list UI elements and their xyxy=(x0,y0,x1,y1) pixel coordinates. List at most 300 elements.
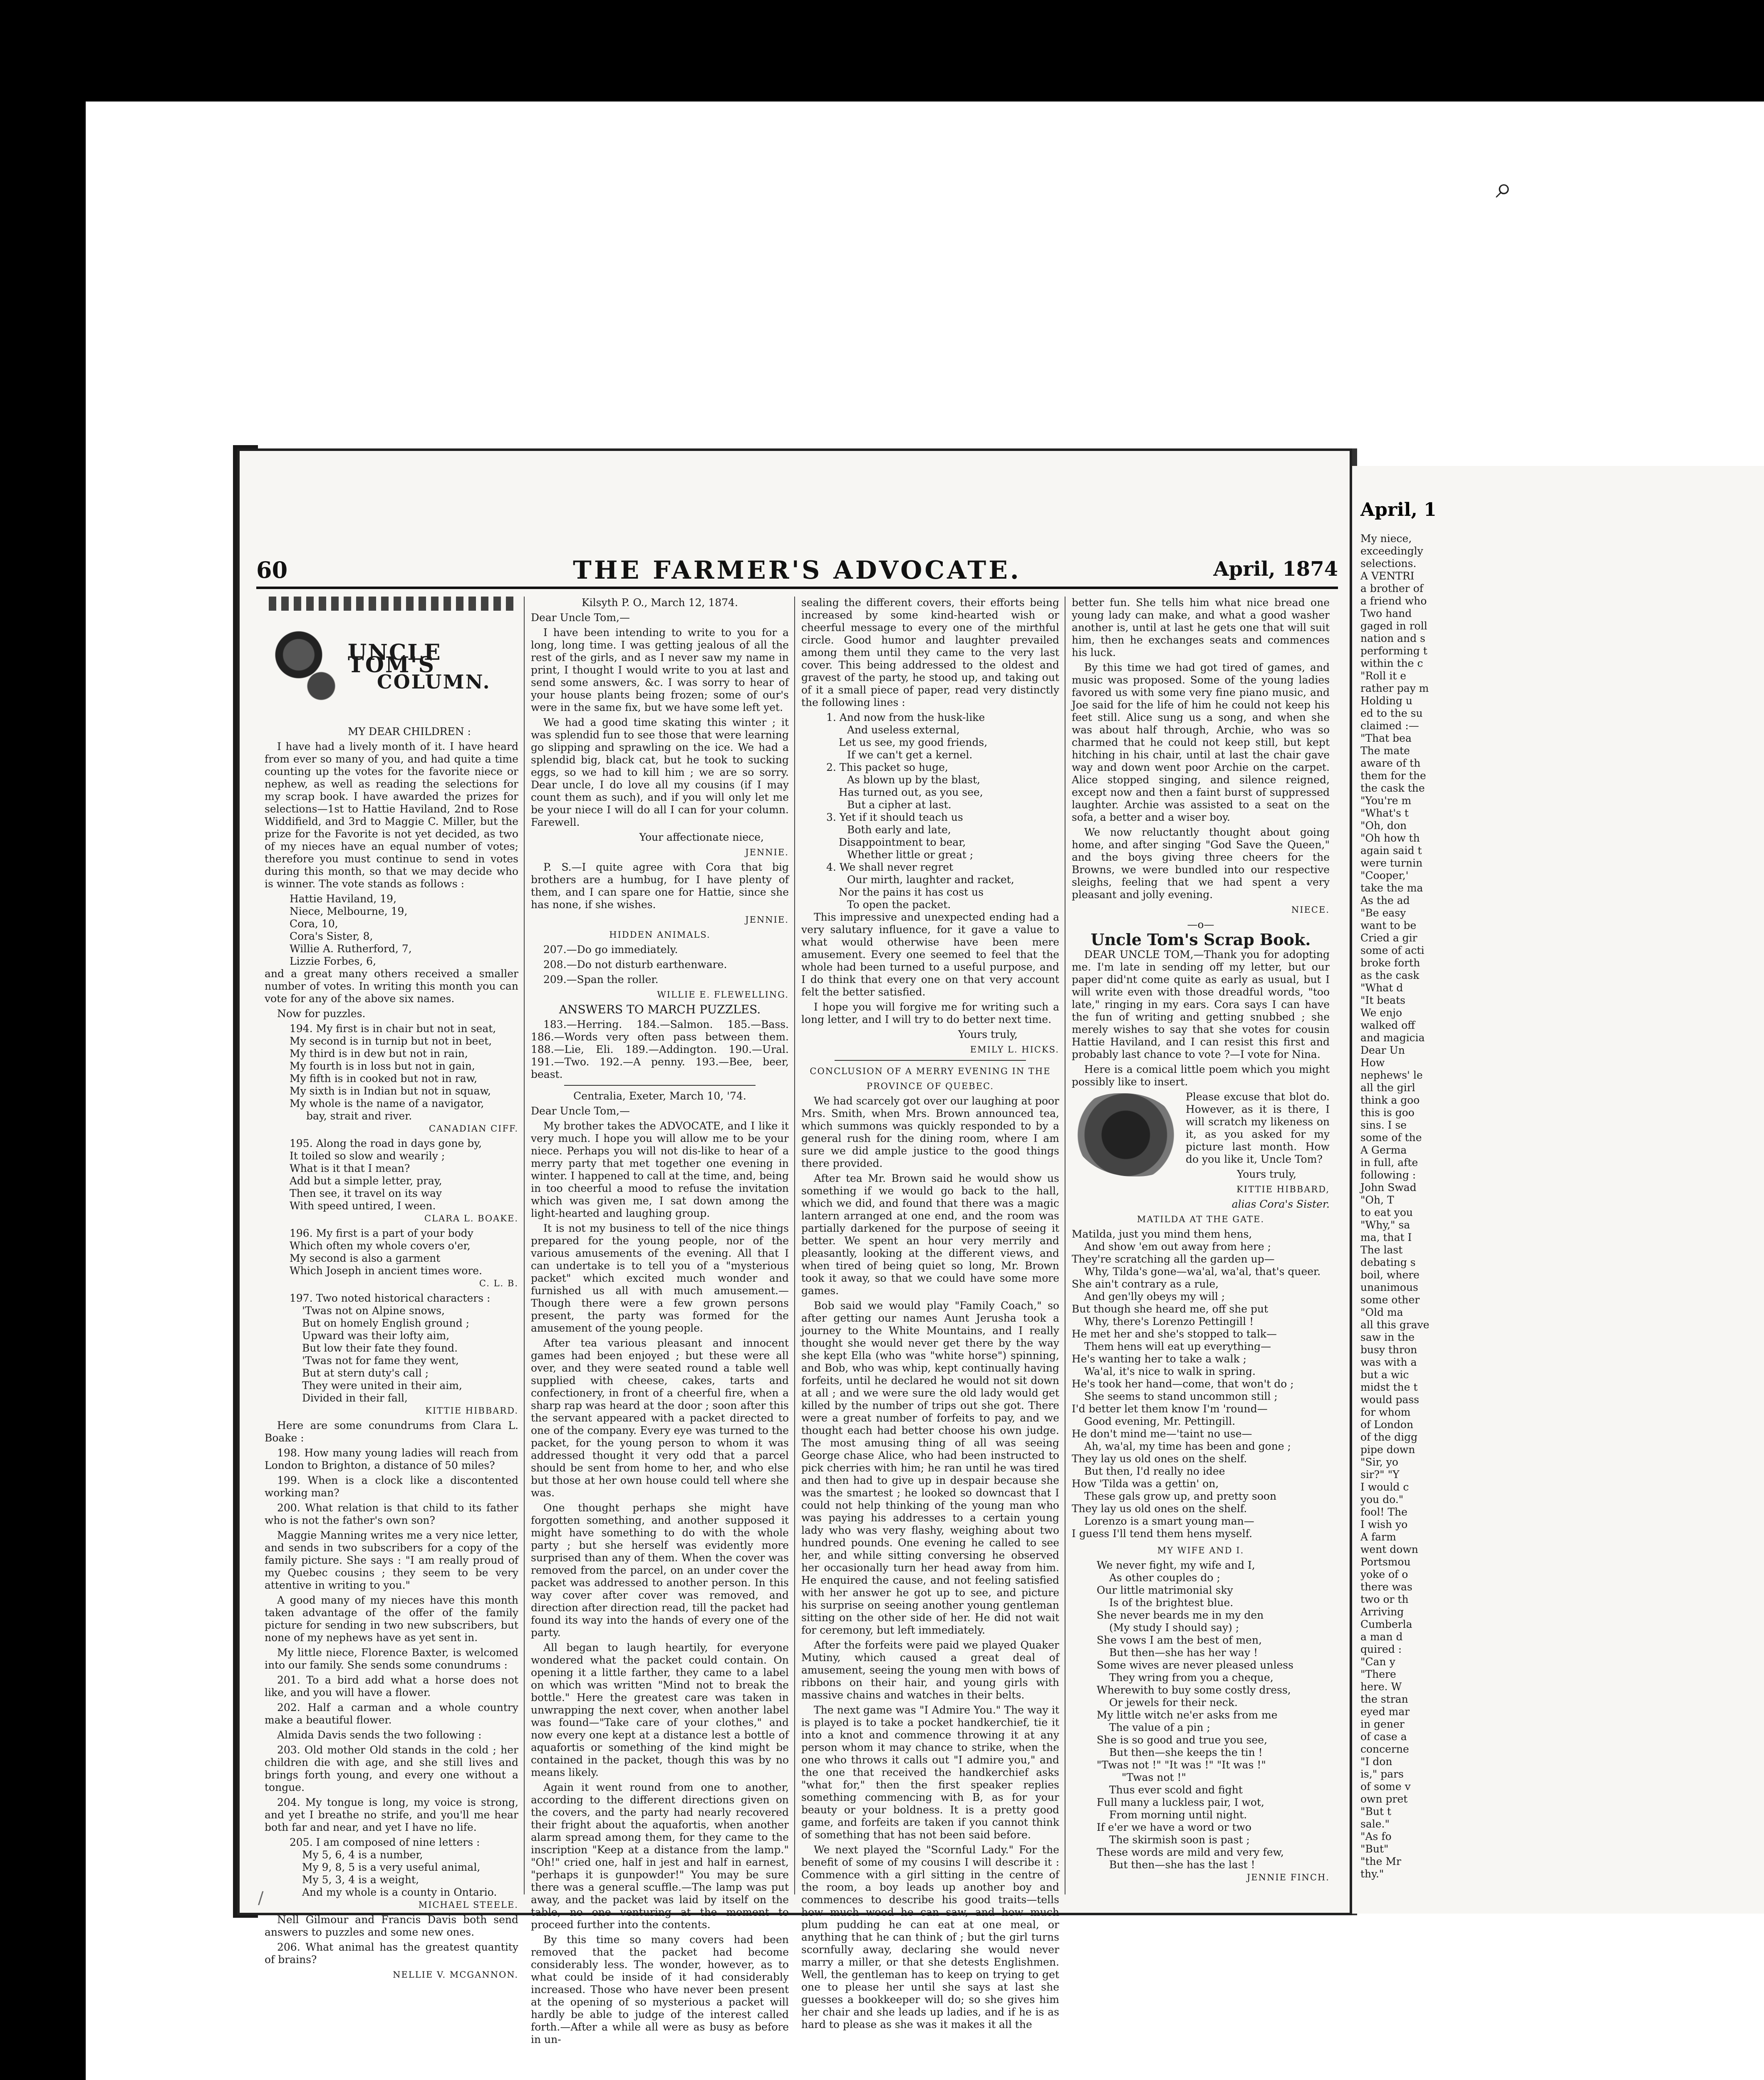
paragraph: We next played the "Scornful Lady." For the benefit of some of my cousins I will describe it : Commence with a girl sitting in the centre of the room, a boy leads up another boy and commences to describe his good traits—tells how much wood he can saw, and how much plum pudding he can eat at one meal, or anything that he can think of ; but the girl turns scornfully away, declaring she would never marry a miller, or that she detests Englishmen. Well, the gentleman has to keep on trying to get one to please her until she says at last she guesses a bookkeeper will do; so she gives him her chair and she leads up ladies, and if he is as hard to please as she was it makes it all the xyxy=(801,1844,1059,2030)
paragraph: By this time we had got tired of games, and music was proposed. Some of the young ladies favored us with some very fine piano music, and Joe said for the life of him he could not keep his feet still. Alice sung us a song, and when she was about half through, Archie, who was so charmed that he could not keep still, but kept hitching in his chair, until at last the chair gave way and down went poor Archie on the carpet. Alice stopped singing, and silence reigned, except now and then a faint burst of suppressed laughter. Archie was assisted to a seat on the sofa, a better and a wiser boy. xyxy=(1072,661,1330,823)
verse-line: How 'Tilda was a gettin' on, xyxy=(1072,1478,1219,1490)
verse-line: He met her and she's stopped to talk— xyxy=(1072,1328,1277,1340)
facing-page-line: performing t xyxy=(1360,645,1427,657)
facing-page-line: My niece, xyxy=(1360,532,1412,545)
verse-line: And my whole is a county in Ontario. xyxy=(302,1886,497,1898)
puzzle-line: 207.—Do go immediately. xyxy=(543,943,678,956)
facing-page-line: thy." xyxy=(1360,1868,1384,1880)
verse-line: Upward was their lofty aim, xyxy=(302,1330,450,1342)
facing-page-line: as the cask xyxy=(1360,969,1420,981)
facing-page-line: "What d xyxy=(1360,982,1403,994)
column-rule xyxy=(794,597,795,1894)
signature: NIECE. xyxy=(1291,905,1330,915)
facing-page-line: "That bea xyxy=(1360,732,1412,744)
verse-line: Lorenzo is a smart young man— xyxy=(1084,1515,1254,1527)
facing-page-line: some of the xyxy=(1360,1132,1422,1144)
facing-page-line: Dear Un xyxy=(1360,1044,1405,1056)
page-number: 60 xyxy=(256,557,288,583)
facing-page-line: is," pars xyxy=(1360,1768,1404,1780)
facing-page-line: yoke of o xyxy=(1360,1568,1408,1580)
paragraph: Bob said we would play "Family Coach," so after getting our names Aunt Jerusha took a journey to the White Mountains, and I really thought she would never get there by the way she kept Ella (who was "white horse") spinning, and Bob, who was whip, kept continually having forfeits, until he declared he would not sit down at all ; and we were sure the old lady would get killed by the number of trips out she got. There were a great number of forfeits to pay, and we thought each had better choose his own judge. The most amusing thing of all was seeing George chase Alice, who had been instructed to pick cherries with him; he ran until he was tired and then had to give up in despair because she was the smartest ; he looked so downcast that I could not help thinking of the young man who was paying his addresses to a certain young lady who was very flashy, weighing about two hundred pounds. One evening he called to see her, and while sitting conversing he observed her occasionally turn her head away from him. He enquired the cause, and not feeling satisfied with her answer he got up to see, and picture his surprise on seeing another young gentleman sitting on the other side of her. He did not wait for ceremony, but left immediately. xyxy=(801,1300,1059,1636)
vote-item: Niece, Melbourne, 19, xyxy=(290,905,408,917)
verse-line: What is it that I mean? xyxy=(290,1162,410,1174)
verse-line: And show 'em out away from here ; xyxy=(1084,1241,1271,1253)
verse-line: These words are mild and very few, xyxy=(1097,1846,1284,1858)
verse-line: Both early and late, xyxy=(847,824,951,836)
verse-line: 2. This packet so huge, xyxy=(826,761,948,773)
facing-page-line: rather pay m xyxy=(1360,682,1429,694)
conundrum: 206. What animal has the greatest quantity of brains? xyxy=(265,1941,518,1966)
facing-page-line: pipe down xyxy=(1360,1444,1415,1456)
facing-page-line: a brother of xyxy=(1360,582,1424,594)
verse-line: They lay us old ones on the shelf. xyxy=(1072,1503,1247,1515)
newspaper-page xyxy=(237,448,1352,2045)
facing-page-line: Cried a gir xyxy=(1360,932,1417,944)
verse-line: But then—she has the last ! xyxy=(1109,1859,1255,1871)
verse-line: But then, I'd really no idee xyxy=(1084,1465,1225,1477)
verse-line: As blown up by the blast, xyxy=(847,774,981,786)
puzzle-196 xyxy=(265,1227,518,1277)
facing-page-line: "As fo xyxy=(1360,1830,1392,1842)
puzzle-205 xyxy=(265,1836,518,1899)
divider: —o— xyxy=(1187,919,1214,931)
signature: JENNIE. xyxy=(745,847,789,857)
facing-page-line: own pret xyxy=(1360,1793,1408,1805)
facing-page-line: Arriving xyxy=(1360,1606,1404,1618)
facing-page-line: fool! The xyxy=(1360,1506,1407,1518)
column-title: UNCLE TOM'S xyxy=(348,640,442,678)
verse-line: But then—she has her way ! xyxy=(1109,1647,1258,1659)
facing-page-line: "There xyxy=(1360,1668,1396,1680)
vote-item: Cora's Sister, 8, xyxy=(290,930,373,942)
verse-line: I'd better let them know I'm 'round— xyxy=(1072,1403,1268,1415)
facing-page-line: A Germa xyxy=(1360,1144,1407,1156)
conundrum: 203. Old mother Old stands in the cold ; her children die with age, and she still lives and brings forth young, and every one without a tongue. xyxy=(265,1744,518,1793)
facing-page-line: The mate xyxy=(1360,745,1410,757)
facing-page-line: "Can y xyxy=(1360,1656,1395,1668)
facing-page-header: April, 1 xyxy=(1360,499,1437,520)
facing-page-line: Cumberla xyxy=(1360,1618,1412,1630)
poem-title: MY WIFE AND I. xyxy=(1157,1545,1244,1555)
section-subheading: PROVINCE OF QUEBEC. xyxy=(866,1081,994,1091)
facing-page-line: sins. I se xyxy=(1360,1119,1407,1131)
facing-page-line: was with a xyxy=(1360,1356,1417,1368)
page-header xyxy=(256,551,1338,584)
facing-page xyxy=(1352,466,1764,1914)
signature: KITTIE HIBBARD, xyxy=(1236,1184,1330,1194)
verse-line: 196. My first is a part of your body xyxy=(290,1227,473,1239)
closing: Yours truly, xyxy=(1236,1168,1296,1180)
blot-note: Please excuse that blot do. However, as it is there, I will scratch my likeness on it, as you asked for my picture last month. How do you like it, Uncle Tom? xyxy=(1186,1091,1330,1165)
verse-line: She never beards me in my den xyxy=(1097,1609,1264,1621)
facing-page-column xyxy=(1360,532,1760,1880)
conundrum: 200. What relation is that child to its father who is not the father's own son? xyxy=(265,1502,518,1526)
verse-line: And gen'lly obeys my will ; xyxy=(1084,1290,1225,1302)
divider xyxy=(564,1085,756,1086)
verse-line: Divided in their fall, xyxy=(302,1392,408,1404)
facing-page-line: within the c xyxy=(1360,657,1423,669)
signature: C. L. B. xyxy=(479,1278,518,1288)
paragraph: The next game was "I Admire You." The way it is played is to take a pocket handkerchief, tie it into a knot and commence throwing it at any person whom it may chance to strike, when the one who throws it calls out "I admire you," and the one that received the handkerchief asks "what for," then the first speaker replies something commencing with B, as for your beauty or your boldness. It is a pretty good game, and forfeits are taken if you cannot think of something that has not been said before. xyxy=(801,1704,1059,1841)
verse-line: 195. Along the road in days gone by, xyxy=(290,1137,482,1149)
paragraph: After tea Mr. Brown said he would show us something if we would go back to the hall, which we did, and found that there was a magic lantern arranged at one end, and the room was partially darkened for the purpose of seeing it better. We spent an hour very merrily and pleasantly, looking at the different views, and when tired of being quiet so long, Mr. Brown took it away, so that we could have some more games. xyxy=(801,1172,1059,1297)
verse-line: But a cipher at last. xyxy=(847,799,951,811)
poem-title: MATILDA AT THE GATE. xyxy=(1137,1214,1265,1224)
facing-page-line: John Swad xyxy=(1360,1181,1417,1194)
verse-line: Add but a simple letter, pray, xyxy=(290,1175,442,1187)
facing-page-line: "What's t xyxy=(1360,807,1409,819)
facing-page-line: a man d xyxy=(1360,1631,1403,1643)
signature: CLARA L. BOAKE. xyxy=(424,1213,518,1223)
verse-line: Thus ever scold and fight xyxy=(1109,1784,1243,1796)
conundrum: 199. When is a clock like a discontented working man? xyxy=(265,1474,518,1499)
verse-line: Full many a luckless pair, I wot, xyxy=(1097,1796,1264,1808)
paragraph: All began to laugh heartily, for everyone wondered what the packet could contain. On opening it a little farther, they came to a label on which was written "Mind not to break the bottle." Here the greatest care was taken in unwrapping the next cover, when another label was found—"Take care of your clothes," and now every one kept at a distance lest a bottle of aquafortis or something of the kind might be contained in the packet, though this was by no means likely. xyxy=(531,1642,789,1778)
facing-page-line: busy thron xyxy=(1360,1344,1417,1356)
signature: KITTIE HIBBARD. xyxy=(425,1406,518,1416)
facing-page-line: sir?" "Y xyxy=(1360,1468,1400,1481)
verse-line: 3. Yet if it should teach us xyxy=(826,811,963,823)
facing-page-line: As the ad xyxy=(1360,894,1410,906)
facing-page-line: "Sir, yo xyxy=(1360,1456,1398,1468)
facing-page-line: following : xyxy=(1360,1169,1416,1181)
facing-page-line: ed to the su xyxy=(1360,707,1423,719)
paragraph: Here are some conundrums from Clara L. Boake : xyxy=(265,1419,518,1444)
verse-line: 1. And now from the husk-like xyxy=(826,711,985,723)
facing-page-line: for whom xyxy=(1360,1406,1411,1418)
facing-page-line: concerne xyxy=(1360,1743,1409,1755)
signature: JENNIE. xyxy=(745,915,789,925)
facing-page-line: I would c xyxy=(1360,1481,1409,1493)
column-4 xyxy=(1072,597,1330,1907)
paragraph: Here is a comical little poem which you might possibly like to insert. xyxy=(1072,1063,1330,1088)
verse-line: Which often my whole covers o'er, xyxy=(290,1240,471,1252)
facing-page-line: A VENTRI xyxy=(1360,570,1415,582)
verse-line: "Twas not !" xyxy=(1122,1771,1187,1783)
postscript: P. S.—I quite agree with Cora that big brothers are a humbug, for I have plenty of them, and I can spare one for Hattie, since she has none, if she wishes. xyxy=(531,861,789,911)
paragraph: Almida Davis sends the two following : xyxy=(277,1729,482,1741)
verse-line: If e'er we have a word or two xyxy=(1097,1821,1252,1833)
facing-page-line: think a goo xyxy=(1360,1094,1420,1106)
verse-line: My fifth is in cooked but not in raw, xyxy=(290,1072,478,1085)
facing-page-line: some other xyxy=(1360,1294,1420,1306)
verse-line: He's wanting her to take a walk ; xyxy=(1072,1353,1247,1365)
vote-item: Willie A. Rutherford, 7, xyxy=(290,943,412,955)
verse-line: My 9, 8, 5 is a very useful animal, xyxy=(302,1861,481,1873)
conundrum: 204. My tongue is long, my voice is strong, and yet I breathe no strife, and you'll me hear both far and near, and yet I have no life. xyxy=(265,1796,518,1833)
facing-page-line: claimed :— xyxy=(1360,720,1419,732)
header-rule xyxy=(256,587,1338,589)
facing-page-line: this is goo xyxy=(1360,1107,1415,1119)
column-1 xyxy=(265,597,518,1980)
verse-line: Some wives are never pleased unless xyxy=(1097,1659,1293,1671)
facing-page-line: unanimous xyxy=(1360,1281,1418,1293)
paragraph: I hope you will forgive me for writing such a long letter, and I will try to do better next time. xyxy=(801,1001,1059,1025)
facing-page-line: We enjo xyxy=(1360,1007,1402,1019)
facing-page-line: were turnin xyxy=(1360,857,1423,869)
facing-page-line: gaged in roll xyxy=(1360,620,1427,632)
paragraph: sealing the different covers, their efforts being increased by some kind-hearted wish or cheerful message to every one of the mirthful circle. Good humor and laughter prevailed among them until they came to the very last cover. This being addressed to the oldest and gravest of the party, he stood up, and taking out of it a small piece of paper, read very distinctly the following lines : xyxy=(801,597,1059,708)
puzzle-197 xyxy=(265,1292,518,1404)
decorated-initial xyxy=(269,613,344,717)
facing-page-line: broke forth xyxy=(1360,957,1420,969)
facing-page-line: again said t xyxy=(1360,844,1422,857)
facing-page-line: would pass xyxy=(1360,1394,1420,1406)
facing-page-line: quired : xyxy=(1360,1643,1402,1655)
signature: WILLIE E. FLEWELLING. xyxy=(657,990,789,1000)
verse-line: Or jewels for their neck. xyxy=(1109,1696,1238,1709)
paragraph: After tea various pleasant and innocent games had been enjoyed ; but these were all over, and they were seated round a table well supplied with cheese, cakes, tarts and confectionery, in front of a cheerful fire, when a sharp rap was heard at the door ; soon after this the servant appeared with a packet directed to one of the company. Every eye was turned to the packet, for the young person to whom it was addressed thought it very odd that a parcel should be sent from home to her, and who else but those at her own house could tell where she was. xyxy=(531,1337,789,1499)
verse-line: As other couples do ; xyxy=(1109,1572,1220,1584)
facing-page-line: "You're m xyxy=(1360,795,1412,807)
facing-page-line: "Oh how th xyxy=(1360,832,1420,844)
verse-line: Them hens will eat up everything— xyxy=(1084,1340,1271,1352)
signature: MICHAEL STEELE. xyxy=(418,1900,518,1910)
column-3 xyxy=(801,597,1059,2030)
verse-line: Our mirth, laughter and racket, xyxy=(847,874,1014,886)
facing-page-line: The last xyxy=(1360,1244,1403,1256)
facing-page-line: take the ma xyxy=(1360,882,1423,894)
verse-line: Then see, it travel on its way xyxy=(290,1187,442,1199)
verse-line: And useless external, xyxy=(847,724,960,736)
puzzle-line: 209.—Span the roller. xyxy=(543,973,659,986)
conundrum: 201. To a bird add what a horse does not like, and you will have a flower. xyxy=(265,1674,518,1699)
facing-page-line: walked off xyxy=(1360,1019,1415,1031)
facing-page-line: of some v xyxy=(1360,1780,1411,1793)
facing-page-line: I wish yo xyxy=(1360,1518,1408,1530)
facing-page-line: want to be xyxy=(1360,919,1417,931)
verse-line: If we can't get a kernel. xyxy=(847,749,973,761)
verse-line: Which Joseph in ancient times wore. xyxy=(290,1265,482,1277)
facing-page-line: them for the xyxy=(1360,770,1426,782)
facing-page-line: a friend who xyxy=(1360,595,1427,607)
verse-line: The value of a pin ; xyxy=(1109,1721,1210,1733)
salutation: MY DEAR CHILDREN : xyxy=(348,726,471,738)
facing-page-line: to eat you xyxy=(1360,1206,1413,1218)
section-heading: HIDDEN ANIMALS. xyxy=(609,930,711,940)
dateline: Kilsyth P. O., March 12, 1874. xyxy=(581,597,738,609)
facing-page-line: "the Mr xyxy=(1360,1855,1401,1867)
scrapbook-heading: Uncle Tom's Scrap Book. xyxy=(1090,930,1311,949)
paragraph: A good many of my nieces have this month taken advantage of the offer of the family picture for sending in two new subscribers, but none of my nephews have as yet sent in. xyxy=(265,1594,518,1644)
conundrum: 202. Half a carman and a whole country make a beautiful flower. xyxy=(265,1701,518,1726)
facing-page-line: in full, afte xyxy=(1360,1156,1418,1169)
puzzle-line: 208.—Do not disturb earthenware. xyxy=(543,958,727,971)
dateline: Centralia, Exeter, March 10, '74. xyxy=(573,1090,746,1102)
facing-page-line: sale." xyxy=(1360,1818,1390,1830)
paragraph: One thought perhaps she might have forgotten something, and another supposed it might have something to do with the whole party ; but she herself was evidently more surprised than any of them. When the cover was removed from the parcel, on an under cover the packet was addressed to another person. In this way cover after cover was removed, and direction after direction read, till the packet had found its way into the hands of every one of the party. xyxy=(531,1502,789,1639)
paragraph: My little niece, Florence Baxter, is welcomed into our family. She sends some conundrums : xyxy=(265,1647,518,1671)
verse-line: My whole is the name of a navigator, xyxy=(290,1097,484,1109)
puzzle-194 xyxy=(265,1023,518,1122)
facing-page-line: Holding u xyxy=(1360,695,1412,707)
facing-page-line: "Oh, don xyxy=(1360,820,1407,832)
verse-line: To open the packet. xyxy=(847,899,951,911)
vote-item: Hattie Haviland, 19, xyxy=(290,893,397,905)
verse-line: My little witch ne'er asks from me xyxy=(1097,1709,1278,1721)
verse-line: Ah, wa'al, my time has been and gone ; xyxy=(1084,1440,1291,1452)
facing-page-line: you do." xyxy=(1360,1493,1404,1506)
paragraph: and a great many others received a smaller number of votes. In writing this month you can vote for any of the above six names. xyxy=(265,968,518,1005)
facing-page-line: "But" xyxy=(1360,1843,1389,1855)
verse-line: "Twas not !" "It was !" "It was !" xyxy=(1097,1759,1266,1771)
vote-list xyxy=(265,893,518,968)
verse-line: The skirmish soon is past ; xyxy=(1109,1834,1250,1846)
column-title-ornament xyxy=(265,597,518,721)
facing-page-line: of case a xyxy=(1360,1731,1407,1743)
signature: NELLIE V. MCGANNON. xyxy=(393,1970,518,1980)
paragraph: I have had a lively month of it. I have heard from ever so many of you, and had quite a time counting up the votes for the favorite niece or nephew, as well as reading the selections for my scrap book. I have awarded the prizes for selections—1st to Hattie Haviland, 2nd to Rose Widdifield, and 3rd to Maggie C. Miller, but the prize for the Favorite is not yet decided, as two of my nieces have an equal number of votes; therefore you must continue to send in votes during this month, so that we may decide who is winner. The vote stands as follows : xyxy=(265,740,518,890)
facing-page-line: "Old ma xyxy=(1360,1306,1403,1318)
ink-blot-section xyxy=(1072,1091,1330,1211)
verse-line: But on homely English ground ; xyxy=(302,1317,470,1329)
facing-page-line: all the girl xyxy=(1360,1082,1415,1094)
facing-page-line: midst the t xyxy=(1360,1381,1418,1393)
verse-line: Has turned out, as you see, xyxy=(839,786,983,798)
signature-alias: alias Cora's Sister. xyxy=(1231,1198,1330,1210)
verse-line: She seems to stand uncommon still ; xyxy=(1084,1390,1278,1402)
facing-page-line: and magicia xyxy=(1360,1032,1425,1044)
paragraph: Now for puzzles. xyxy=(277,1008,366,1020)
verse-line: Wa'al, it's nice to walk in spring. xyxy=(1084,1365,1256,1377)
masthead: THE FARMER'S ADVOCATE. xyxy=(573,556,1021,585)
verse-line: Is of the brightest blue. xyxy=(1109,1597,1234,1609)
paragraph: We had scarcely got over our laughing at poor Mrs. Smith, when Mrs. Brown announced tea, which summons was quickly responded to by a general rush for the dining room, where I am sure we did ample justice to the good things there provided. xyxy=(801,1095,1059,1169)
facing-page-line: exceedingly xyxy=(1360,545,1423,557)
facing-page-line: How xyxy=(1360,1057,1385,1069)
verse-line: They wring from you a cheque, xyxy=(1109,1671,1273,1684)
verse-line: These gals grow up, and pretty soon xyxy=(1084,1490,1277,1502)
margin-mark: ⌕ xyxy=(1496,171,1512,205)
verse-line: Nor the pains it has cost us xyxy=(839,886,984,898)
verse-line: From morning until night. xyxy=(1109,1809,1247,1821)
packet-poem xyxy=(801,711,1059,911)
facing-page-line: of the digg xyxy=(1360,1431,1418,1443)
verse-line: Disappointment to bear, xyxy=(839,836,966,848)
verse-line: They're scratching all the garden up— xyxy=(1072,1253,1275,1265)
verse-line: She vows I am the best of men, xyxy=(1097,1634,1262,1646)
verse-line: My third is in dew but not in rain, xyxy=(290,1047,468,1060)
verse-line: bay, strait and river. xyxy=(306,1110,412,1122)
verse-line: With speed untired, I ween. xyxy=(290,1200,436,1212)
verse-line: Wherewith to buy some costly dress, xyxy=(1097,1684,1291,1696)
greeting: Dear Uncle Tom,— xyxy=(531,1105,630,1117)
facing-page-line: Portsmou xyxy=(1360,1556,1411,1568)
verse-line: 197. Two noted historical characters : xyxy=(290,1292,491,1304)
column-rule xyxy=(524,597,525,1894)
verse-line: Matilda, just you mind them hens, xyxy=(1072,1228,1252,1240)
verse-line: 'Twas not for fame they went, xyxy=(302,1354,459,1367)
facing-page-line: "Oh, T xyxy=(1360,1194,1394,1206)
column-2 xyxy=(531,597,789,2045)
verse-line: 205. I am composed of nine letters : xyxy=(290,1836,480,1848)
verse-line: She is so good and true you see, xyxy=(1097,1734,1268,1746)
poem-my-wife-and-i xyxy=(1072,1559,1330,1871)
facing-page-line: boil, where xyxy=(1360,1269,1420,1281)
verse-line: My fourth is in loss but not in gain, xyxy=(290,1060,475,1072)
verse-line: Whether little or great ; xyxy=(847,849,974,861)
verse-line: He don't mind me—'taint no use— xyxy=(1072,1428,1252,1440)
facing-page-line: ma, that I xyxy=(1360,1231,1412,1243)
section-heading: CONCLUSION OF A MERRY EVENING IN THE xyxy=(810,1066,1051,1076)
verse-line: 4. We shall never regret xyxy=(826,861,954,873)
verse-line: It toiled so slow and wearily ; xyxy=(290,1150,445,1162)
verse-line: I guess I'll tend them hens myself. xyxy=(1072,1528,1253,1540)
verse-line: We never fight, my wife and I, xyxy=(1097,1559,1255,1571)
facing-page-line: "Be easy xyxy=(1360,907,1406,919)
vote-item: Cora, 10, xyxy=(290,918,338,930)
verse-line: My 5, 6, 4 is a number, xyxy=(302,1849,423,1861)
paragraph: By this time so many covers had been removed that the packet had become considerably less. The wonder, however, as to what could be inside of it had considerably increased. Those who have never been present at the opening of so mysterious a packet will hardly be able to judge of the interest called forth.—After a while all were as busy as before in un- xyxy=(531,1934,789,2045)
paragraph: My brother takes the ADVOCATE, and I like it very much. I hope you will allow me to be your niece. Perhaps you will not dis-like to hear of a merry party that met together one evening in winter. I happened to call at the time, and, being in too cheerful a mood to refuse the invitation which was given me, I sat down among the light-hearted and laughing group. xyxy=(531,1120,789,1219)
verse-line: Why, there's Lorenzo Pettingill ! xyxy=(1084,1315,1254,1327)
paragraph: It is not my business to tell of the nice things prepared for the young people, nor of the various amusements of the evening. All that I can undertake is to tell you of a "mysterious packet" which excited much wonder and furnished us all with much amusement.—Though there were a few grown persons present, the party was formed for the amusement of the young people. xyxy=(531,1222,789,1334)
verse-line: But though she heard me, off she put xyxy=(1072,1303,1268,1315)
facing-page-line: "But t xyxy=(1360,1805,1392,1818)
facing-page-line: nation and s xyxy=(1360,632,1425,644)
column-subtitle: COLUMN. xyxy=(377,671,491,693)
verse-line: Let us see, my good friends, xyxy=(839,736,988,748)
pencil-mark: / xyxy=(258,1889,264,1908)
facing-page-line: Two hand xyxy=(1360,607,1412,619)
verse-line: 194. My first is in chair but not in seat, xyxy=(290,1023,496,1035)
paragraph: DEAR UNCLE TOM,—Thank you for adopting me. I'm late in sending off my letter, but our paper did'nt come quite as early as usual, but I will write even with those dreadful words, "too late," ringing in my ears. Cora says I can have the fun of writing and getting snubbed ; she merely wishes to say that she votes for cousin Hattie Haviland, and I can resist this first and probably last chance to vote ?—I vote for Nina. xyxy=(1072,948,1330,1060)
poem-matilda xyxy=(1072,1228,1330,1540)
verse-line: They lay us old ones on the shelf. xyxy=(1072,1453,1247,1465)
facing-page-line: the cask the xyxy=(1360,782,1425,794)
answers: 183.—Herring. 184.—Salmon. 185.—Bass. 186.—Words very often pass between them. 188.—Lie, Eli. 189.—Addington. 190.—Ural. 191.—Two. 192.—A penny. 193.—Bee, beer, beast. xyxy=(531,1018,789,1080)
facing-page-line: nephews' le xyxy=(1360,1069,1423,1081)
facing-page-line: saw in the xyxy=(1360,1331,1415,1343)
closing: Yours truly, xyxy=(958,1028,1018,1040)
puzzle-195 xyxy=(265,1137,518,1212)
section-heading: ANSWERS TO MARCH PUZZLES. xyxy=(559,1003,761,1016)
paragraph: Maggie Manning writes me a very nice letter, and sends in two subscribers for a copy of the family picture. She says : "I am really proud of my Quebec cousins ; they seem to be very attentive in writing to you." xyxy=(265,1529,518,1591)
verse-line: They were united in their aim, xyxy=(302,1379,462,1392)
issue-date: April, 1874 xyxy=(1213,557,1338,581)
facing-page-line: of London xyxy=(1360,1419,1414,1431)
verse-line: My 5, 3, 4 is a weight, xyxy=(302,1874,419,1886)
closing: Your affectionate niece, xyxy=(639,831,764,843)
facing-page-line: selections. xyxy=(1360,557,1417,570)
signature: EMILY L. HICKS. xyxy=(970,1045,1059,1055)
greeting: Dear Uncle Tom,— xyxy=(531,612,630,624)
facing-page-line: "Cooper,' xyxy=(1360,869,1409,882)
vote-item: Lizzie Forbes, 6, xyxy=(290,955,377,967)
facing-page-line: but a wic xyxy=(1360,1369,1409,1381)
facing-page-line: "Roll it e xyxy=(1360,670,1407,682)
facing-page-line: "Why," sa xyxy=(1360,1219,1410,1231)
facing-page-line: the stran xyxy=(1360,1693,1408,1705)
verse-line: But at stern duty's call ; xyxy=(302,1367,429,1379)
paragraph: Nell Gilmour and Francis Davis both send answers to puzzles and some new ones. xyxy=(265,1914,518,1938)
verse-line: My sixth is in Indian but not in squaw, xyxy=(290,1085,491,1097)
paragraph: We now reluctantly thought about going home, and after singing "God Save the Queen," and the boys giving three cheers for the Browns, we were bundled into our respective sleighs, feeling that we had spent a very pleasant and jolly evening. xyxy=(1072,826,1330,901)
paragraph: After the forfeits were paid we played Quaker Mutiny, which caused a great deal of amusement, seeing the young men with bows of ribbons on their hair, and young girls with massive chains and watches in their belts. xyxy=(801,1639,1059,1701)
ornament-border xyxy=(269,597,514,611)
paragraph: Again it went round from one to another, according to the different directions given on the covers, and the party had nearly recovered their fright about the aquafortis, when another alarm spread among them, for they came to the inscription "Keep at a distance from the lamp." "Oh!" cried one, half in jest and half in earnest, "perhaps it is gunpowder!" You may be sure there was a general scuffle.—The lamp was put away, and the packet was laid by itself on the table, no one venturing at the moment to proceed further into the contents. xyxy=(531,1781,789,1931)
conundrum: 198. How many young ladies will reach from London to Brighton, a distance of 50 miles? xyxy=(265,1447,518,1471)
verse-line: My second is also a garment xyxy=(290,1252,441,1264)
facing-page-line: A farm xyxy=(1360,1531,1396,1543)
facing-page-line: went down xyxy=(1360,1543,1418,1555)
verse-line: My second is in turnip but not in beet, xyxy=(290,1035,492,1047)
paragraph: I have been intending to write to you for a long, long time. I was getting jealous of all the rest of the girls, and as I never saw my name in print, I thought I would write to you at last and send some answers, &c. I was sorry to hear of your house plants being frozen; some of our's were in the same fix, but we have some left yet. xyxy=(531,626,789,713)
verse-line: Good evening, Mr. Pettingill. xyxy=(1084,1415,1236,1427)
facing-page-line: aware of th xyxy=(1360,757,1421,769)
facing-page-line: two or th xyxy=(1360,1593,1409,1605)
facing-page-line: eyed mar xyxy=(1360,1706,1410,1718)
